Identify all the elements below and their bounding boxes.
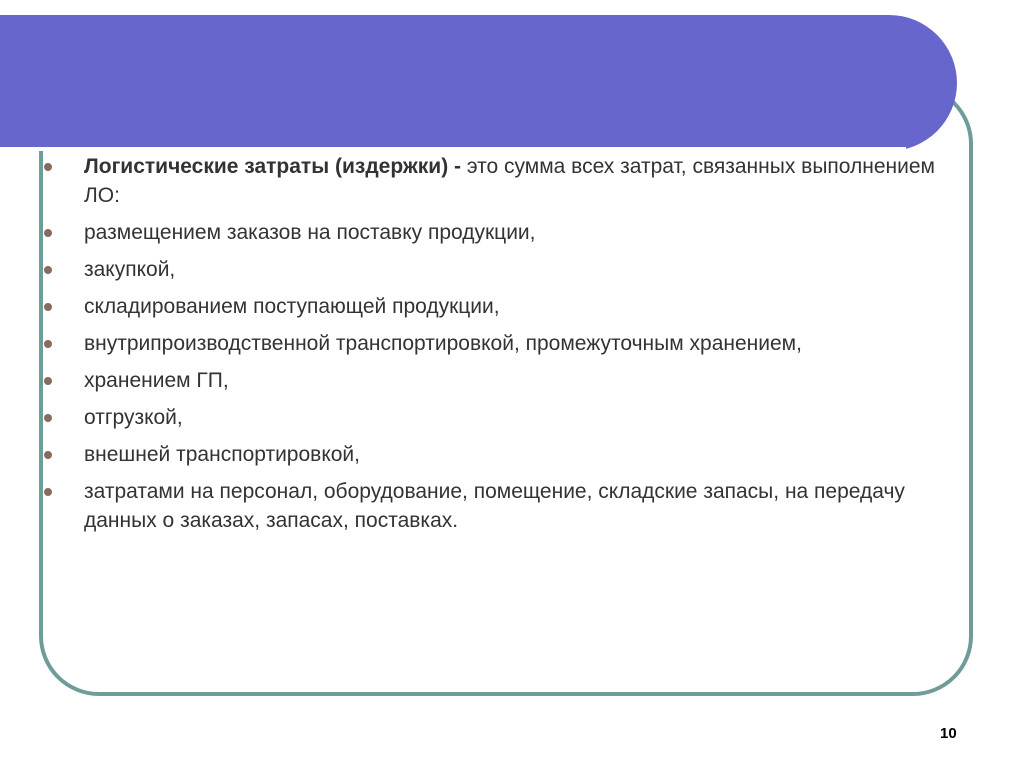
bullet-icon [44, 303, 52, 311]
definition-term: Логистические затраты (издержки) - [84, 155, 462, 178]
page-number: 10 [940, 725, 957, 742]
bullet-list [44, 152, 954, 543]
title-underline [0, 147, 906, 151]
definition-text: это сумма всех затрат, связанных выполнением ЛО: [84, 155, 935, 207]
bullet-item-definition [44, 152, 954, 210]
bullet-icon [44, 340, 52, 348]
bullet-item [44, 255, 954, 284]
bullet-text: размещением заказов на поставку продукции, [84, 221, 536, 244]
bullet-icon [44, 266, 52, 274]
bullet-text: внутрипроизводственной транспортировкой, промежуточным хранением, [84, 332, 802, 355]
bullet-icon [44, 229, 52, 237]
bullet-item [44, 366, 954, 395]
bullet-text: складированием поступающей продукции, [84, 295, 500, 318]
bullet-item [44, 403, 954, 432]
bullet-icon [44, 451, 52, 459]
bullet-item [44, 329, 954, 358]
bullet-icon [44, 414, 52, 422]
bullet-icon [44, 163, 52, 171]
bullet-item [44, 292, 954, 321]
bullet-item [44, 440, 954, 469]
bullet-text: отгрузкой, [84, 406, 183, 429]
bullet-icon [44, 377, 52, 385]
bullet-text: затратами на персонал, оборудование, помещение, складские запасы, на передачу данных о заказах, запасах, поставках. [84, 480, 905, 532]
bullet-item [44, 477, 954, 535]
bullet-text: закупкой, [84, 258, 176, 281]
bullet-text: внешней транспортировкой, [84, 443, 360, 466]
title-bar [0, 15, 957, 151]
bullet-item [44, 218, 954, 247]
bullet-icon [44, 488, 52, 496]
bullet-text: хранением ГП, [84, 369, 229, 392]
